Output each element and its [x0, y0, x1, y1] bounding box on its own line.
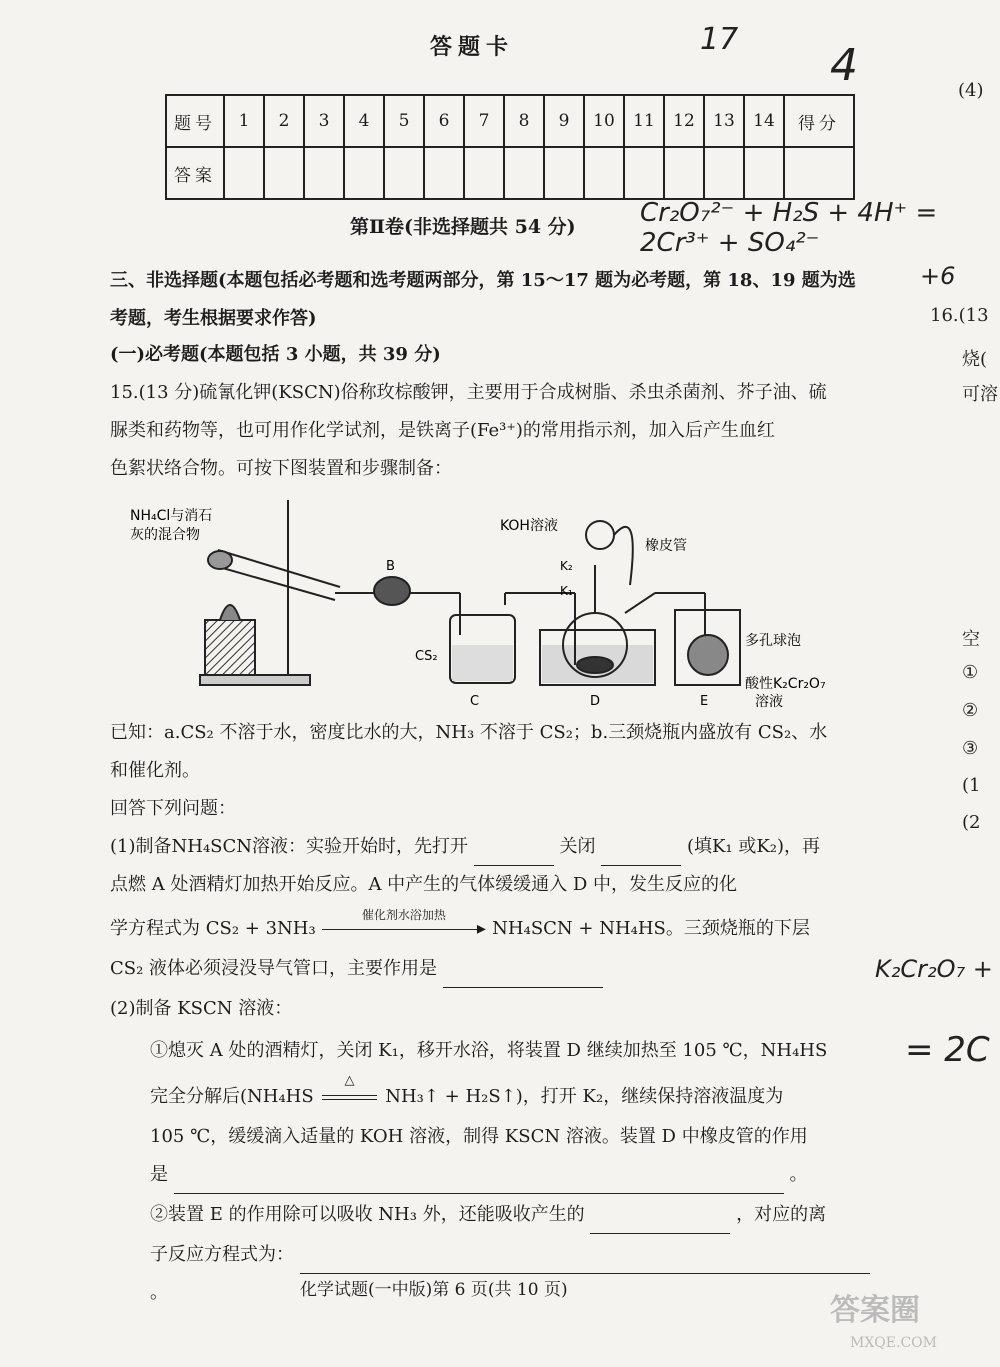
- score-cell[interactable]: [784, 147, 854, 199]
- handwritten-side-eq2: = 2C: [905, 1030, 990, 1070]
- number-cell: 2: [264, 95, 304, 147]
- part2-line4-text: 是: [150, 1164, 168, 1185]
- handwritten-mark-17: 17: [700, 22, 739, 57]
- handwritten-mark-plus6: +6: [920, 262, 956, 290]
- label-d: D: [590, 694, 601, 709]
- number-cell: 4: [344, 95, 384, 147]
- page-footer: 化学试题(一中版)第 6 页(共 10 页): [300, 1280, 568, 1300]
- part1-blank-purpose[interactable]: [443, 967, 603, 988]
- answer-cell[interactable]: [224, 147, 264, 199]
- number-cell: 9: [544, 95, 584, 147]
- part3-intro-line2: 考题，考生根据要求作答): [110, 308, 317, 329]
- label-k2: K₂: [560, 559, 573, 573]
- label-k1: K₁: [560, 584, 573, 598]
- answer-cell[interactable]: [584, 147, 624, 199]
- answer-header: 答案: [166, 147, 224, 199]
- part1-equation-left: 学方程式为 CS₂ + 3NH₃: [110, 918, 316, 939]
- answer-cell[interactable]: [264, 147, 304, 199]
- required-part-title: (一)必考题(本题包括 3 小题，共 39 分): [110, 344, 441, 365]
- part1-line1: [110, 828, 880, 866]
- number-cell: 14: [744, 95, 784, 147]
- number-cell: 7: [464, 95, 504, 147]
- adjacent-page-fragment: ②: [962, 700, 979, 721]
- answer-cell[interactable]: [704, 147, 744, 199]
- burner-flame: [220, 605, 240, 620]
- answer-cell[interactable]: [464, 147, 504, 199]
- answer-table: [165, 94, 855, 200]
- number-cell: 12: [664, 95, 704, 147]
- adjacent-page-fragment: 空: [962, 629, 980, 650]
- adjacent-page-fragment: (4): [958, 80, 984, 101]
- adjacent-page-fragment: ③: [962, 738, 979, 759]
- part2-line5-tail: ，对应的离: [736, 1204, 827, 1225]
- rubber-tube-purpose-blank[interactable]: [174, 1173, 784, 1194]
- period: 。: [150, 1282, 168, 1303]
- part2-line2-left: 完全分解后(NH₄HS: [150, 1086, 314, 1107]
- burner-block: [205, 620, 255, 675]
- label-b: B: [386, 559, 395, 574]
- part2-line5-text: ②装置 E 的作用除可以吸收 NH₃ 外，还能吸收产生的: [150, 1204, 585, 1225]
- answer-cell[interactable]: [424, 147, 464, 199]
- answer-cell[interactable]: [624, 147, 664, 199]
- part1-line3: [110, 910, 880, 948]
- absorbed-gas-blank[interactable]: [590, 1213, 730, 1234]
- score-header: 得分: [784, 95, 854, 147]
- label-koh: KOH溶液: [500, 518, 558, 534]
- rubber-tube: [614, 527, 633, 585]
- q15-line3: 色絮状络合物。可按下图装置和步骤制备：: [110, 458, 452, 479]
- part2-title: (2)制备 KSCN 溶液：: [110, 998, 293, 1019]
- adjacent-page-fragment: ①: [962, 662, 979, 683]
- part2-line1: ①熄灭 A 处的酒精灯，关闭 K₁，移开水浴，将装置 D 继续加热至 105 ℃，NH₄HS: [150, 1040, 828, 1061]
- label-cs2: CS₂: [415, 649, 438, 664]
- adjacent-page-fragment: (2: [962, 812, 981, 833]
- label-e: E: [700, 694, 709, 709]
- watermark-url: MXQE.COM: [850, 1335, 937, 1351]
- question-number-header: 题号: [166, 95, 224, 147]
- apparatus-diagram: [130, 495, 870, 715]
- part2-line5: [150, 1196, 890, 1234]
- answer-cell[interactable]: [504, 147, 544, 199]
- part1-line4-text: CS₂ 液体必须浸没导气管口，主要作用是: [110, 958, 438, 979]
- q15-line1: 15.(13 分)硫氰化钾(KSCN)俗称玫棕酸钾，主要用于合成树脂、杀虫杀菌剂、芥子油、硫: [110, 382, 827, 403]
- part3-intro-line1: 三、非选择题(本题包括必考题和选考题两部分，第 15～17 题为必考题，第 18、19 题为选: [110, 270, 856, 291]
- known-info-line1: 已知：a.CS₂ 不溶于水，密度比水的大，NH₃ 不溶于 CS₂；b.三颈烧瓶内盛放有 CS₂、水: [110, 722, 828, 743]
- reaction-arrow: 催化剂水浴加热 ▸: [321, 910, 486, 948]
- mixture-tube-end: [208, 551, 232, 569]
- label-c: C: [470, 694, 480, 709]
- answer-card-title: 答题卡: [430, 34, 515, 60]
- adjacent-page-fragment: 可溶: [962, 384, 998, 405]
- label-porous-bubbler: 多孔球泡: [745, 633, 801, 649]
- answer-table-answer-row: [166, 147, 854, 199]
- number-cell: 10: [584, 95, 624, 147]
- ionic-equation-blank[interactable]: [300, 1253, 870, 1274]
- known-info-line2: 和催化剂。: [110, 760, 200, 781]
- q15-line2: 脲类和药物等，也可用作化学试剂，是铁离子(Fe³⁺)的常用指示剂，加入后产生血红: [110, 420, 775, 441]
- adjacent-page-fragment: 16.(13: [930, 305, 989, 326]
- part2-line4: [150, 1156, 890, 1194]
- heat-symbol: △: [344, 1073, 355, 1088]
- label-rubber-tube: 橡皮管: [645, 538, 687, 554]
- number-cell: 5: [384, 95, 424, 147]
- handwritten-mark-4: 4: [830, 40, 858, 91]
- answer-cell[interactable]: [304, 147, 344, 199]
- part1-equation-right: NH₄SCN + NH₄HS。三颈烧瓶的下层: [492, 918, 810, 939]
- part2-line2-right: NH₃↑ + H₂S↑)，打开 K₂，继续保持溶液温度为: [385, 1086, 784, 1107]
- label-mixture-2: 灰的混合物: [130, 527, 200, 543]
- number-cell: 11: [624, 95, 664, 147]
- stand-base: [200, 675, 310, 685]
- koh-dropping-funnel: [586, 521, 614, 549]
- number-cell: 1: [224, 95, 264, 147]
- label-acidic-dichromate: 酸性K₂Cr₂O₇: [745, 676, 826, 692]
- part1-text-b: 关闭: [559, 836, 596, 857]
- label-mixture: NH₄Cl与消石: [130, 508, 213, 524]
- adjacent-page-fragment: 烧(: [962, 349, 988, 370]
- watermark-logo: 答案圈: [830, 1293, 920, 1328]
- drying-tube-b: [374, 577, 410, 605]
- part1-line2: 点燃 A 处酒精灯加热开始反应。A 中产生的气体缓缓通入 D 中，发生反应的化: [110, 874, 738, 895]
- answer-cell[interactable]: [384, 147, 424, 199]
- answer-cell[interactable]: [664, 147, 704, 199]
- period: 。: [789, 1164, 808, 1185]
- part1-text-a: (1)制备NH₄SCN溶液：实验开始时，先打开: [110, 836, 469, 857]
- number-cell: 8: [504, 95, 544, 147]
- heat-arrow: [319, 1073, 379, 1116]
- reaction-condition: 催化剂水浴加热: [361, 908, 446, 922]
- part2-line2: [150, 1073, 890, 1116]
- answer-table-number-row: [166, 95, 854, 147]
- adjacent-page-fragment: (1: [962, 775, 981, 796]
- part1-blank-open[interactable]: [474, 845, 554, 866]
- part2-line6-text: 子反应方程式为：: [150, 1244, 294, 1265]
- part1-text-c: (填K₁ 或K₂)，再: [686, 836, 821, 857]
- handwritten-equation: Cr₂O₇²⁻ + H₂S + 4H⁺ = 2Cr³⁺ + SO₄²⁻: [640, 198, 938, 258]
- answer-prompt: 回答下列问题：: [110, 798, 236, 819]
- porous-ball-bubbler: [688, 635, 728, 675]
- number-cell: 3: [304, 95, 344, 147]
- part1-blank-close[interactable]: [601, 845, 681, 866]
- number-cell: 6: [424, 95, 464, 147]
- answer-cell[interactable]: [344, 147, 384, 199]
- answer-cell[interactable]: [744, 147, 784, 199]
- part1-line4: [110, 950, 880, 988]
- number-cell: 13: [704, 95, 744, 147]
- handwritten-side-equation: K₂Cr₂O₇ +: [875, 955, 993, 983]
- label-solution: 溶液: [755, 694, 783, 710]
- part2-line6: [150, 1236, 890, 1312]
- answer-cell[interactable]: [544, 147, 584, 199]
- part2-line3: 105 ℃，缓缓滴入适量的 KOH 溶液，制得 KSCN 溶液。装置 D 中橡皮管的作用: [150, 1126, 808, 1147]
- section-title: 第Ⅱ卷(非选择题共 54 分): [350, 216, 576, 238]
